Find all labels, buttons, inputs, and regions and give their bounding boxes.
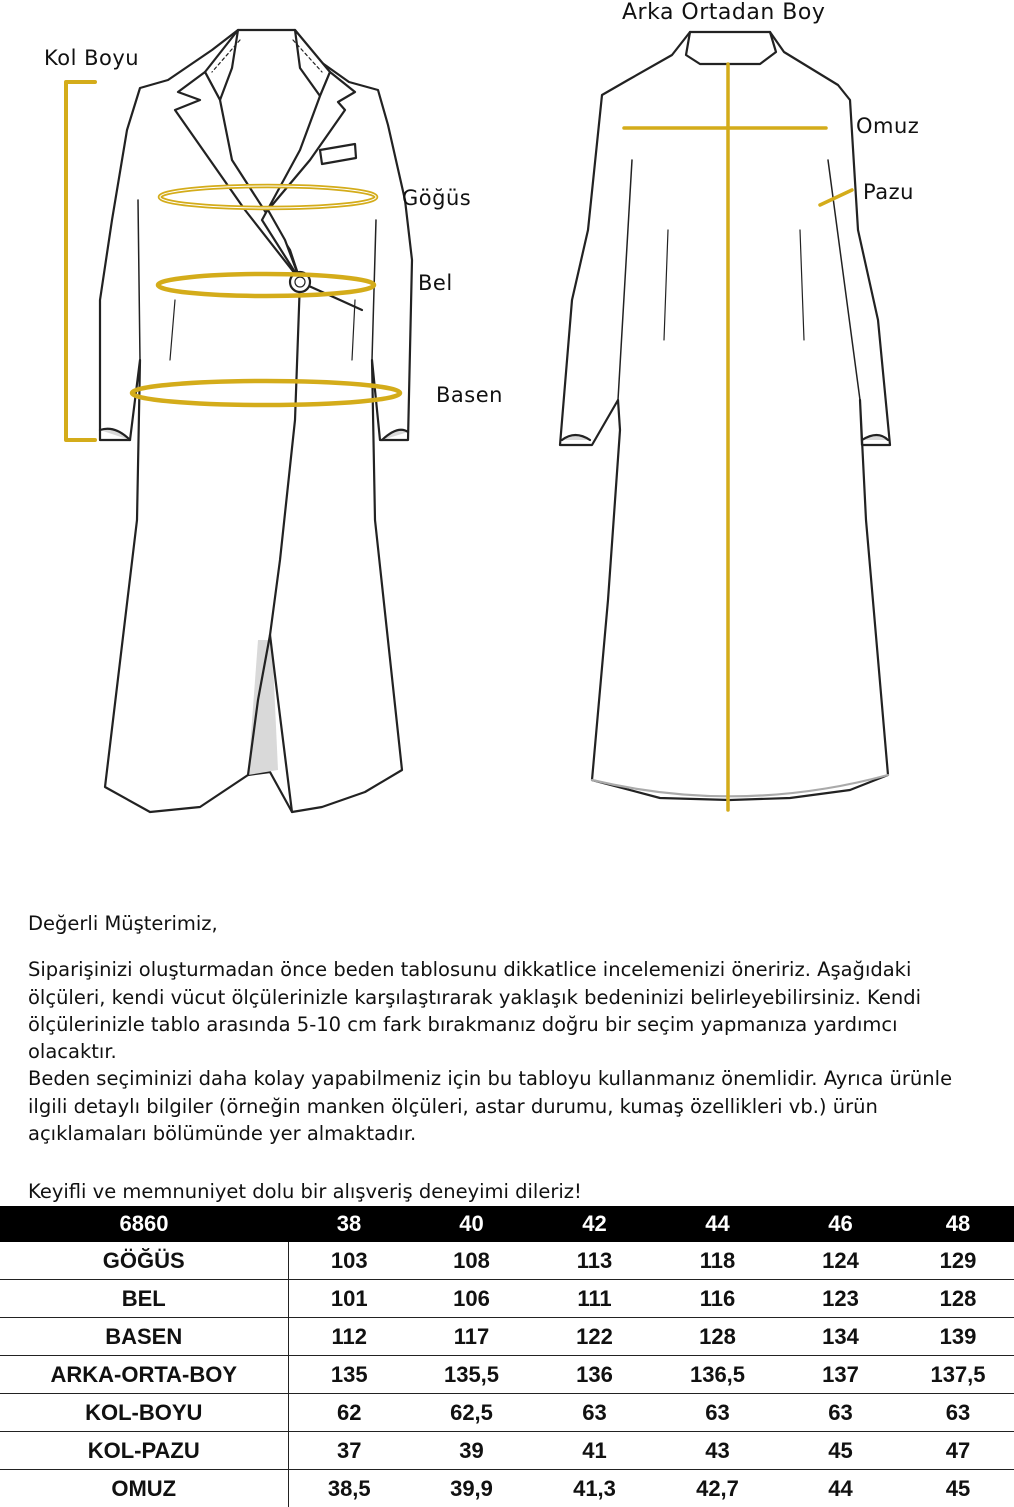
table-cell: 128 <box>656 1318 779 1356</box>
product-code-header: 6860 <box>0 1206 288 1242</box>
table-cell: 116 <box>656 1280 779 1318</box>
table-cell: 37 <box>288 1432 410 1470</box>
table-cell: 136 <box>533 1356 656 1394</box>
table-cell: 62,5 <box>410 1394 533 1432</box>
coat-front-view <box>66 30 412 812</box>
table-cell: 122 <box>533 1318 656 1356</box>
size-header: 40 <box>410 1206 533 1242</box>
note-closing: Keyifli ve memnuniyet dolu bir alışveriş deneyimi dileriz! <box>28 1178 988 1205</box>
table-cell: 139 <box>902 1318 1014 1356</box>
size-chart-table <box>0 1206 1014 1507</box>
table-cell: 43 <box>656 1432 779 1470</box>
table-cell: 137 <box>779 1356 902 1394</box>
table-cell: 135 <box>288 1356 410 1394</box>
size-header: 38 <box>288 1206 410 1242</box>
table-cell: 128 <box>902 1280 1014 1318</box>
size-header: 46 <box>779 1206 902 1242</box>
row-label: BASEN <box>0 1318 288 1356</box>
table-row <box>0 1280 1014 1318</box>
table-cell: 63 <box>533 1394 656 1432</box>
table-cell: 118 <box>656 1242 779 1280</box>
table-cell: 63 <box>779 1394 902 1432</box>
row-label: BEL <box>0 1280 288 1318</box>
table-row <box>0 1242 1014 1280</box>
back-center-length-label: Arka Ortadan Boy <box>622 0 825 25</box>
table-cell: 134 <box>779 1318 902 1356</box>
table-cell: 137,5 <box>902 1356 1014 1394</box>
table-row <box>0 1318 1014 1356</box>
table-cell: 45 <box>902 1470 1014 1507</box>
back-silhouette <box>560 32 890 800</box>
table-cell: 117 <box>410 1318 533 1356</box>
table-cell: 63 <box>902 1394 1014 1432</box>
row-label: GÖĞÜS <box>0 1242 288 1280</box>
table-cell: 106 <box>410 1280 533 1318</box>
table-cell: 129 <box>902 1242 1014 1280</box>
table-cell: 62 <box>288 1394 410 1432</box>
size-header: 48 <box>902 1206 1014 1242</box>
table-cell: 45 <box>779 1432 902 1470</box>
note-greeting: Değerli Müşterimiz, <box>28 910 988 937</box>
table-cell: 39 <box>410 1432 533 1470</box>
table-cell: 41,3 <box>533 1470 656 1507</box>
row-label: OMUZ <box>0 1470 288 1507</box>
table-cell: 136,5 <box>656 1356 779 1394</box>
chest-label: Göğüs <box>402 186 471 210</box>
table-cell: 63 <box>656 1394 779 1432</box>
table-row <box>0 1356 1014 1394</box>
table-cell: 38,5 <box>288 1470 410 1507</box>
row-label: KOL-PAZU <box>0 1432 288 1470</box>
size-header: 42 <box>533 1206 656 1242</box>
hip-label: Basen <box>436 383 503 407</box>
customer-note <box>28 910 988 1206</box>
table-cell: 101 <box>288 1280 410 1318</box>
table-cell: 39,9 <box>410 1470 533 1507</box>
table-cell: 103 <box>288 1242 410 1280</box>
table-cell: 123 <box>779 1280 902 1318</box>
table-cell: 124 <box>779 1242 902 1280</box>
table-cell: 108 <box>410 1242 533 1280</box>
row-label: KOL-BOYU <box>0 1394 288 1432</box>
table-cell: 42,7 <box>656 1470 779 1507</box>
table-row <box>0 1470 1014 1507</box>
row-label: ARKA-ORTA-BOY <box>0 1356 288 1394</box>
coat-back-view <box>560 32 890 810</box>
note-paragraph-2: Beden seçiminizi daha kolay yapabilmeniz için bu tabloyu kullanmanız önemlidir. Ayrıca ürünle ilgili detaylı bilgiler (örneğin manken ölçüleri, astar durumu, kumaş özellikleri vb.) ürün açıklamaları bölümünde yer almaktadır. <box>28 1065 988 1147</box>
table-cell: 112 <box>288 1318 410 1356</box>
size-table-header-row <box>0 1206 1014 1242</box>
table-cell: 111 <box>533 1280 656 1318</box>
shoulder-label: Omuz <box>856 114 919 138</box>
sleeve-length-bracket <box>66 82 95 440</box>
table-cell: 113 <box>533 1242 656 1280</box>
table-cell: 135,5 <box>410 1356 533 1394</box>
table-row <box>0 1394 1014 1432</box>
sleeve-length-label: Kol Boyu <box>44 46 139 70</box>
waist-label: Bel <box>418 271 453 295</box>
table-row <box>0 1432 1014 1470</box>
table-cell: 47 <box>902 1432 1014 1470</box>
table-cell: 44 <box>779 1470 902 1507</box>
size-header: 44 <box>656 1206 779 1242</box>
bicep-label: Pazu <box>863 180 914 204</box>
table-cell: 41 <box>533 1432 656 1470</box>
note-paragraph-1: Siparişinizi oluşturmadan önce beden tablosunu dikkatlice incelemenizi öneririz. Aşağıdaki ölçüleri, kendi vücut ölçülerinizle karşılaştırarak yaklaşık bedeninizi belirleyebilirsiniz. Kendi ölçülerinizle tablo arasında 5-10 cm fark bırakmanız doğru bir seçim yapmanıza yardımcı olacaktır. <box>28 956 988 1065</box>
